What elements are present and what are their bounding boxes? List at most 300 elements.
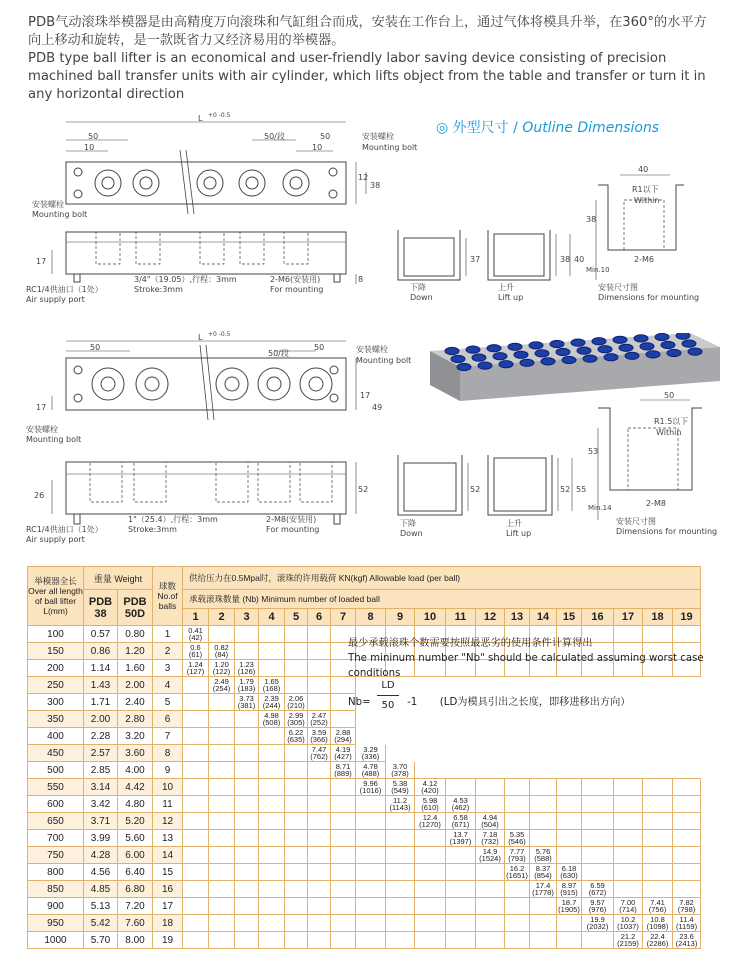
empty-cell [285, 762, 308, 779]
empty-cell [308, 932, 331, 949]
load-cell [308, 728, 331, 745]
load-kn: 3.73 [239, 693, 254, 703]
empty-cell [259, 660, 285, 677]
empty-cell [183, 898, 209, 915]
cell-w2: 5.20 [118, 813, 153, 830]
load-cell [356, 762, 386, 779]
ball-unit [688, 348, 702, 355]
empty-cell [614, 711, 643, 728]
empty-cell [530, 711, 557, 728]
cell-len: 550 [28, 779, 84, 796]
ball-unit [640, 343, 654, 350]
empty-cell [235, 643, 259, 660]
col-header: 9 [386, 609, 415, 626]
empty-cell [530, 932, 557, 949]
empty-cell [446, 932, 476, 949]
load-kn: 7.41 [650, 897, 665, 907]
cell-len: 450 [28, 745, 84, 762]
stroke1-zh: 3/4"（19.05）,行程：3mm [134, 275, 237, 284]
cell-b: 13 [153, 830, 183, 847]
empty-cell [386, 847, 415, 864]
header-balls: 球数 No.of balls [153, 567, 183, 626]
load-kn: 17.4 [535, 880, 551, 890]
dim-10-a: 10 [84, 143, 95, 152]
load-kgf: (2159) [617, 939, 639, 948]
dim-53: 53 [588, 447, 599, 456]
empty-cell [259, 643, 285, 660]
ball-unit [613, 336, 627, 343]
empty-cell [259, 898, 285, 915]
empty-cell [557, 745, 582, 762]
down-en-1: Down [410, 293, 433, 302]
empty-cell [308, 626, 331, 643]
empty-cell [285, 745, 308, 762]
note-desc: (LD为模具引出之长度，即移进移出方向） [439, 697, 631, 708]
load-kgf: (508) [262, 718, 281, 727]
table-row [28, 881, 701, 898]
dim-38b: 38 [560, 255, 571, 264]
empty-cell [235, 745, 259, 762]
empty-cell [673, 881, 701, 898]
load-kgf: (305) [287, 718, 305, 727]
empty-cell [356, 915, 386, 932]
load-cell [415, 779, 446, 796]
bolt-zh-1: 安装螺栓 [362, 132, 394, 141]
cell-w1: 3.71 [84, 813, 118, 830]
empty-cell [530, 762, 557, 779]
m8-label: 2-M8 [646, 499, 666, 508]
r15-zh: R1.5以下 [654, 417, 689, 426]
cell-len: 800 [28, 864, 84, 881]
empty-cell [386, 813, 415, 830]
col-header: 10 [415, 609, 446, 626]
empty-cell [505, 915, 530, 932]
table-row [28, 779, 701, 796]
min10: Min.10 [586, 266, 610, 274]
header-min-balls: 承载滚珠数量 (Nb) Minimum number of loaded ball [183, 590, 701, 609]
empty-cell [530, 745, 557, 762]
empty-cell [505, 796, 530, 813]
cell-len: 350 [28, 711, 84, 728]
col-header: 3 [235, 609, 259, 626]
load-cell [285, 711, 308, 728]
load-kn: 23.6 [679, 931, 694, 941]
empty-cell [331, 915, 356, 932]
load-kn: 4.12 [422, 778, 438, 788]
dim-50-b: 50 [320, 132, 331, 141]
empty-cell [415, 881, 446, 898]
section-title-zh: ◎ 外型尺寸 / [436, 120, 518, 136]
empty-cell [331, 830, 356, 847]
load-kn: 5.38 [392, 778, 408, 788]
load-kn: 0.41 [188, 625, 203, 635]
empty-cell [183, 813, 209, 830]
air-en-1: Air supply port [26, 295, 85, 304]
cell-len: 650 [28, 813, 84, 830]
cell-b: 19 [153, 932, 183, 949]
empty-cell [209, 864, 235, 881]
empty-cell [673, 830, 701, 847]
load-cell [356, 745, 386, 762]
cell-w2: 7.20 [118, 898, 153, 915]
table-row [28, 813, 701, 830]
cell-w1: 5.13 [84, 898, 118, 915]
load-kn: 11.2 [392, 795, 408, 805]
empty-cell [505, 813, 530, 830]
load-kgf: (2286) [646, 939, 669, 948]
empty-cell [505, 881, 530, 898]
empty-cell [259, 864, 285, 881]
empty-cell [476, 745, 505, 762]
ball-unit [562, 356, 576, 363]
dim-pitch-a: 50/段 [264, 132, 285, 141]
empty-cell [505, 745, 530, 762]
ball-unit [682, 340, 696, 347]
empty-cell [331, 779, 356, 796]
empty-cell [209, 847, 235, 864]
load-cell [415, 813, 446, 830]
load-kgf: (1905) [558, 905, 580, 914]
header-load: 供给压力在0.5Mpa时，滚珠的许用载荷 KN(kgf) Allowable load (per ball) [183, 567, 701, 590]
load-cell [476, 813, 505, 830]
load-kn: 7.77 [509, 846, 525, 856]
empty-cell [673, 762, 701, 779]
load-cell [446, 796, 476, 813]
load-cell [308, 745, 331, 762]
load-kgf: (889) [334, 769, 352, 778]
dim-52b: 52 [470, 485, 481, 494]
down-zh-2: 下降 [400, 519, 416, 528]
table-row [28, 915, 701, 932]
up-en-2: Lift up [506, 529, 532, 538]
empty-cell [209, 898, 235, 915]
empty-cell [557, 830, 582, 847]
cell-w2: 3.20 [118, 728, 153, 745]
load-kgf: (2032) [586, 922, 609, 931]
bolt-zh-2: 安装螺栓 [32, 200, 64, 209]
ball-unit [583, 355, 597, 362]
cell-w1: 3.14 [84, 779, 118, 796]
empty-cell [285, 796, 308, 813]
ball-unit [529, 342, 543, 349]
empty-cell [183, 830, 209, 847]
cell-len: 500 [28, 762, 84, 779]
load-kn: 18.7 [561, 897, 577, 907]
cell-w2: 1.20 [118, 643, 153, 660]
load-kn: 5.35 [509, 829, 525, 839]
empty-cell [285, 932, 308, 949]
load-kgf: (122) [212, 667, 231, 676]
empty-cell [530, 779, 557, 796]
empty-cell [308, 830, 331, 847]
empty-cell [183, 762, 209, 779]
load-cell [209, 677, 235, 694]
empty-cell [331, 813, 356, 830]
load-kn: 2.99 [288, 710, 304, 720]
cell-b: 3 [153, 660, 183, 677]
empty-cell [308, 660, 331, 677]
empty-cell [285, 813, 308, 830]
load-kgf: (635) [287, 735, 305, 744]
load-kgf: (126) [237, 667, 256, 676]
empty-cell [446, 779, 476, 796]
empty-cell [505, 711, 530, 728]
table-row [28, 728, 701, 745]
load-kn: 1.65 [264, 676, 279, 686]
ball-unit [520, 359, 534, 366]
cell-len: 150 [28, 643, 84, 660]
cell-b: 15 [153, 864, 183, 881]
lifter38-side-body [66, 232, 346, 274]
empty-cell [356, 864, 386, 881]
ball-unit [550, 340, 564, 347]
empty-cell [643, 711, 673, 728]
load-kgf: (488) [361, 769, 380, 778]
empty-cell [209, 711, 235, 728]
load-cell [183, 626, 209, 643]
load-kn: 14.9 [482, 846, 498, 856]
empty-cell [331, 864, 356, 881]
empty-cell [259, 796, 285, 813]
empty-cell [446, 762, 476, 779]
cell-len: 200 [28, 660, 84, 677]
empty-cell [235, 847, 259, 864]
empty-cell [331, 881, 356, 898]
empty-cell [614, 762, 643, 779]
load-kn: 2.49 [214, 676, 229, 686]
col-header: 14 [530, 609, 557, 626]
empty-cell [183, 677, 209, 694]
empty-cell [476, 915, 505, 932]
load-cell [308, 711, 331, 728]
within-2: Within [656, 428, 682, 437]
empty-cell [386, 881, 415, 898]
empty-cell [582, 779, 614, 796]
empty-cell [209, 779, 235, 796]
empty-cell [209, 932, 235, 949]
load-kn: 7.18 [482, 829, 498, 839]
cell-w2: 6.80 [118, 881, 153, 898]
cell-len: 850 [28, 881, 84, 898]
load-kn: 4.53 [453, 795, 468, 805]
empty-cell [505, 762, 530, 779]
load-kgf: (1651) [506, 871, 528, 880]
load-kgf: (381) [237, 701, 256, 710]
empty-cell [235, 813, 259, 830]
dim-L1-tol: +0 -0.5 [208, 112, 231, 119]
load-kgf: (714) [619, 905, 637, 914]
cell-b: 4 [153, 677, 183, 694]
empty-cell [582, 796, 614, 813]
empty-cell [285, 643, 308, 660]
empty-cell [673, 745, 701, 762]
load-kn: 2.88 [335, 727, 351, 737]
cell-len: 300 [28, 694, 84, 711]
load-kn: 7.47 [311, 744, 327, 754]
cell-w1: 5.70 [84, 932, 118, 949]
empty-cell [643, 728, 673, 745]
load-kn: 21.2 [620, 931, 636, 941]
load-kgf: (127) [186, 667, 205, 676]
intro-en: PDB type ball lifter is an economical and user-friendly labor saving device consisting of precision machined ball transfer units with air cylinder, which lifts object from the table and transfer or turn it in any horizontal direction [28, 51, 706, 102]
load-kn: 8.71 [335, 761, 351, 771]
load-kn: 3.70 [392, 761, 408, 771]
load-kgf: (588) [534, 854, 552, 863]
cell-w1: 3.42 [84, 796, 118, 813]
load-cell [259, 677, 285, 694]
empty-cell [235, 915, 259, 932]
load-cell [331, 728, 356, 745]
empty-cell [557, 711, 582, 728]
load-kgf: (1016) [359, 786, 382, 795]
load-kgf: (210) [287, 701, 305, 710]
cell-w1: 2.85 [84, 762, 118, 779]
load-kn: 6.22 [288, 727, 304, 737]
ball-unit [556, 348, 570, 355]
cell-w1: 2.28 [84, 728, 118, 745]
load-cell [557, 864, 582, 881]
empty-cell [446, 898, 476, 915]
dim-pitch-b: 50/段 [268, 349, 289, 358]
load-cell [259, 711, 285, 728]
empty-cell [673, 779, 701, 796]
empty-cell [386, 745, 415, 762]
empty-cell [285, 898, 308, 915]
m6-zh: 2-M6(安装用) [270, 275, 321, 284]
dim-52c: 52 [560, 485, 571, 494]
cell-b: 5 [153, 694, 183, 711]
empty-cell [582, 711, 614, 728]
dim-8: 8 [358, 275, 364, 284]
load-kgf: (254) [212, 684, 231, 693]
empty-cell [446, 711, 476, 728]
cell-w1: 4.56 [84, 864, 118, 881]
empty-cell [446, 745, 476, 762]
empty-cell [582, 745, 614, 762]
note-minus: -1 [407, 697, 418, 708]
empty-cell [209, 728, 235, 745]
load-kgf: (546) [508, 837, 526, 846]
ball-unit [487, 345, 501, 352]
stroke1-en: Stroke:3mm [134, 285, 183, 294]
down-en-2: Down [400, 529, 423, 538]
load-kn: 6.59 [590, 880, 605, 890]
ball-unit [445, 347, 459, 354]
cell-w1: 4.28 [84, 847, 118, 864]
load-cell [476, 847, 505, 864]
empty-cell [386, 728, 415, 745]
cell-b: 14 [153, 847, 183, 864]
empty-cell [557, 762, 582, 779]
empty-cell [308, 915, 331, 932]
empty-cell [235, 626, 259, 643]
empty-cell [643, 745, 673, 762]
col-header: 19 [673, 609, 701, 626]
load-kn: 1.79 [239, 676, 254, 686]
lifter38-top-body [66, 162, 346, 204]
dim-37: 37 [470, 255, 481, 264]
empty-cell [557, 796, 582, 813]
empty-cell [643, 813, 673, 830]
cell-w1: 2.57 [84, 745, 118, 762]
empty-cell [476, 779, 505, 796]
load-cell [183, 660, 209, 677]
dim-L1: L [198, 114, 203, 123]
empty-cell [285, 915, 308, 932]
load-cell [614, 898, 643, 915]
cell-b: 1 [153, 626, 183, 643]
load-kn: 6.58 [453, 812, 468, 822]
empty-cell [183, 932, 209, 949]
load-cell [505, 830, 530, 847]
empty-cell [386, 830, 415, 847]
load-kgf: (976) [588, 905, 607, 914]
load-kgf: (252) [310, 718, 328, 727]
cell-w2: 5.60 [118, 830, 153, 847]
section-title-en: Outline Dimensions [522, 120, 660, 136]
bolt-zh-4: 安装螺栓 [26, 425, 58, 434]
min14: Min.14 [588, 504, 612, 512]
note-num: LD [381, 680, 395, 691]
dim-zh-1: 安装尺寸图 [598, 283, 638, 292]
load-kgf: (84) [214, 650, 229, 659]
col-header: 7 [331, 609, 356, 626]
empty-cell [235, 779, 259, 796]
load-kgf: (854) [534, 871, 552, 880]
load-kn: 22.4 [650, 931, 665, 941]
col-header: 8 [356, 609, 386, 626]
cell-w1: 0.86 [84, 643, 118, 660]
load-cell [673, 932, 701, 949]
load-cell [557, 881, 582, 898]
ball-unit [634, 335, 648, 342]
cell-w2: 4.42 [118, 779, 153, 796]
empty-cell [415, 915, 446, 932]
empty-cell [308, 643, 331, 660]
empty-cell [673, 847, 701, 864]
empty-cell [259, 745, 285, 762]
cell-len: 950 [28, 915, 84, 932]
load-kgf: (1524) [479, 854, 501, 863]
load-cell [582, 915, 614, 932]
load-cell [643, 932, 673, 949]
ball-unit [478, 362, 492, 369]
load-cell [530, 881, 557, 898]
stroke2-zh: 1"（25.4）,行程：3mm [128, 515, 218, 524]
col-header: 12 [476, 609, 505, 626]
col-header: 5 [285, 609, 308, 626]
cell-w2: 3.60 [118, 745, 153, 762]
load-kgf: (671) [451, 820, 470, 829]
empty-cell [415, 864, 446, 881]
load-kn: 10.8 [650, 914, 665, 924]
stroke2-en: Stroke:3mm [128, 525, 177, 534]
product-photo [430, 333, 720, 401]
load-kn: 16.2 [509, 863, 525, 873]
table-row [28, 711, 701, 728]
load-kgf: (1143) [389, 803, 411, 812]
cell-b: 16 [153, 881, 183, 898]
empty-cell [183, 779, 209, 796]
note-den: 50 [381, 700, 395, 711]
col-header: 11 [446, 609, 476, 626]
empty-cell [643, 847, 673, 864]
note-fraction [377, 678, 399, 713]
load-kn: 2.47 [311, 710, 327, 720]
cell-len: 600 [28, 796, 84, 813]
air-en-2: Air supply port [26, 535, 85, 544]
load-kn: 8.97 [561, 880, 577, 890]
